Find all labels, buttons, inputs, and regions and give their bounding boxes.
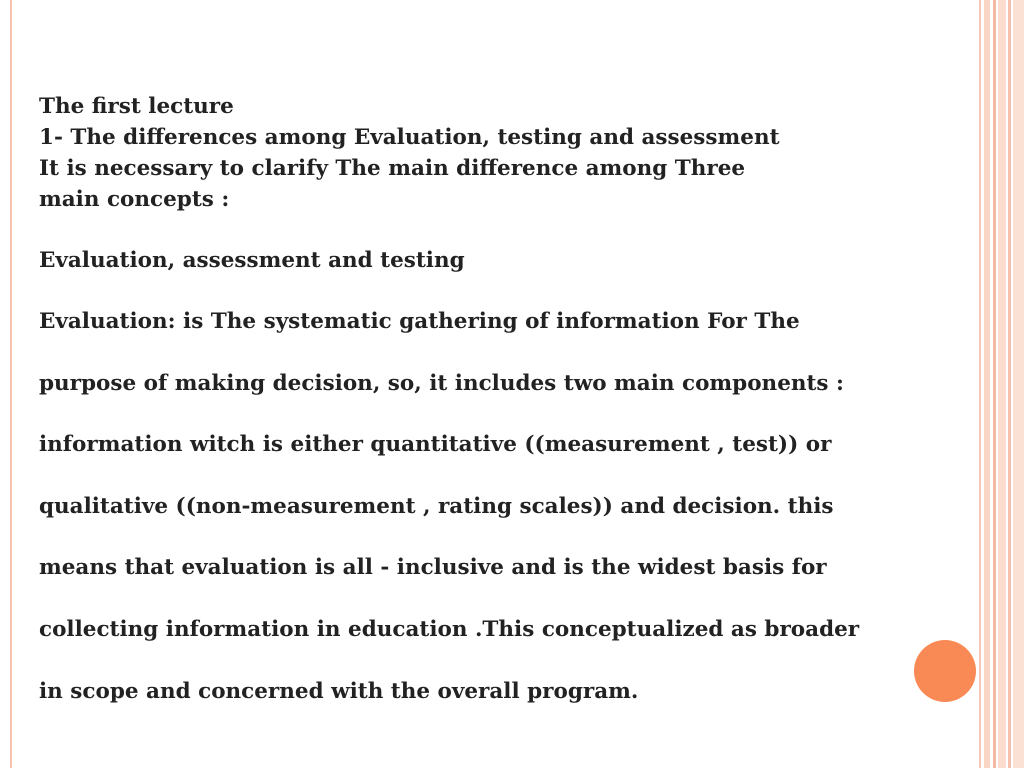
body-line: qualitative ((non-measurement , rating scales)) and decision. this bbox=[39, 493, 834, 519]
concepts-line: Evaluation, assessment and testing bbox=[39, 248, 465, 273]
right-stripe bbox=[1013, 0, 1024, 768]
right-stripe bbox=[1008, 0, 1011, 768]
body-line: information witch is either quantitative ((measurement , test)) or bbox=[39, 432, 832, 458]
spacer bbox=[39, 215, 969, 245]
body-line: Evaluation: is The systematic gathering of information For The bbox=[39, 309, 800, 334]
slide-content bbox=[39, 91, 969, 707]
right-stripe bbox=[984, 0, 990, 768]
left-accent-line bbox=[10, 0, 12, 768]
body-line: in scope and concerned with the overall program. bbox=[39, 678, 639, 704]
right-stripe bbox=[998, 0, 1006, 768]
section-heading: 1- The differences among Evaluation, testing and assessment bbox=[39, 125, 780, 150]
right-stripe bbox=[979, 0, 981, 768]
body-line: purpose of making decision, so, it includes two main components : bbox=[39, 370, 844, 396]
spacer bbox=[39, 276, 969, 306]
lecture-title: The first lecture bbox=[39, 94, 234, 119]
intro-line: It is necessary to clarify The main difference among Three bbox=[39, 156, 746, 181]
intro-line: main concepts : bbox=[39, 187, 230, 212]
body-line: means that evaluation is all - inclusive and is the widest basis for bbox=[39, 555, 827, 581]
body-line: collecting information in education .This conceptualized as broader bbox=[39, 616, 860, 642]
right-stripe bbox=[993, 0, 996, 768]
